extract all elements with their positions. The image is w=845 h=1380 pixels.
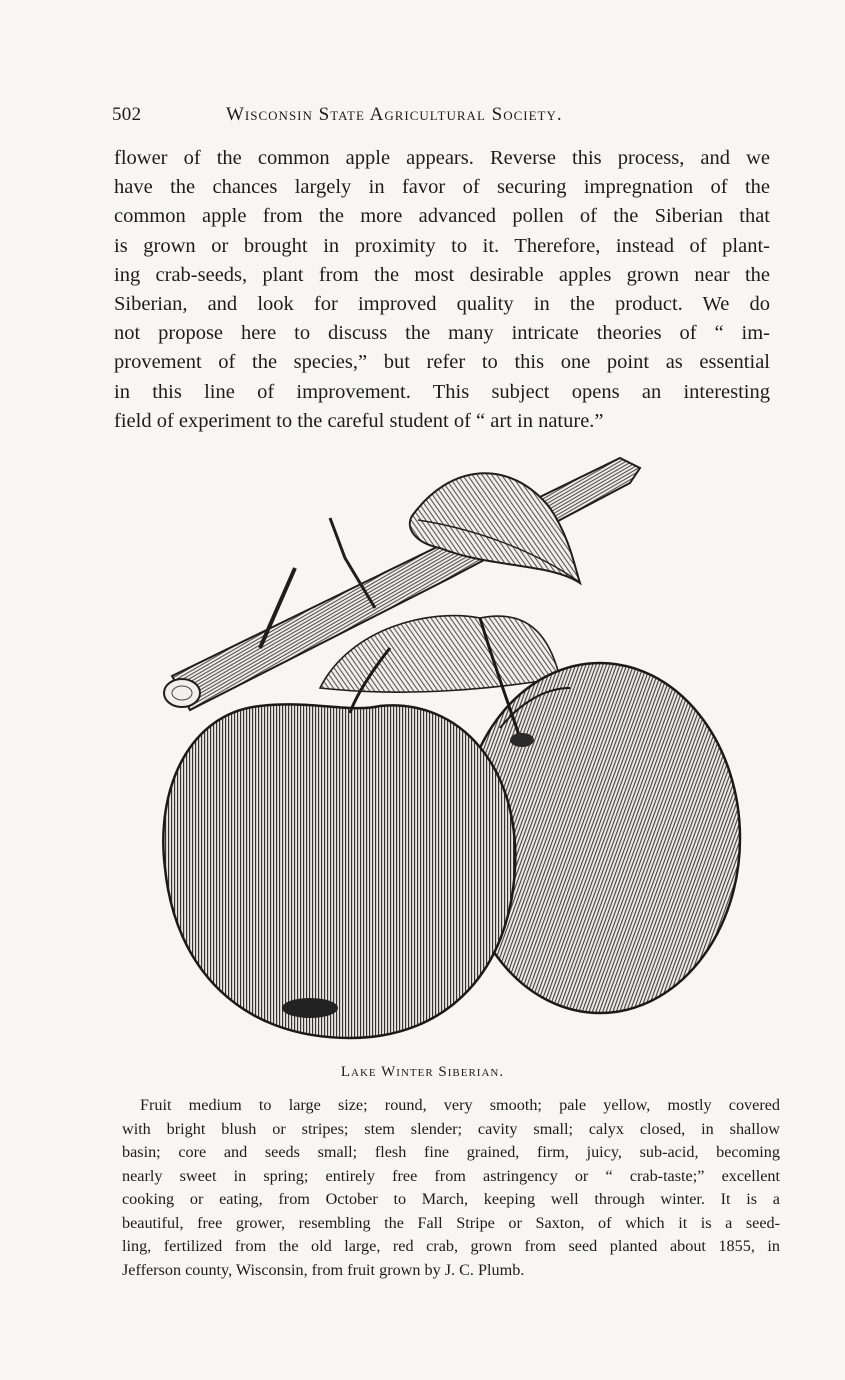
description-line: Jefferson county, Wisconsin, from fruit grown by J. C. Plumb. xyxy=(122,1260,525,1279)
description-line: beautiful, free grower, resembling the Fall Stripe or Saxton, of which it is a seed- xyxy=(122,1213,780,1232)
description-line: with bright blush or stripes; stem slender; cavity small; calyx closed, in shallow xyxy=(122,1119,780,1138)
figure-caption: Lake Winter Siberian. xyxy=(340,1064,505,1080)
body-line: common apple from the more advanced pollen of the Siberian that xyxy=(114,205,770,228)
description-line: ling, fertilized from the old large, red crab, grown from seed planted about 1855, in xyxy=(122,1237,780,1255)
body-paragraph xyxy=(114,144,770,436)
description-line: cooking or eating, from October to March, keeping well through winter. It is a xyxy=(122,1190,780,1208)
description-line: Fruit medium to large size; round, very smooth; pale yellow, mostly covered xyxy=(140,1096,780,1114)
running-head xyxy=(112,104,652,134)
body-line: Siberian, and look for improved quality in the product. We do xyxy=(114,292,770,315)
body-line: is grown or brought in proximity to it. Therefore, instead of plant- xyxy=(114,234,770,257)
leaf-back xyxy=(320,616,560,693)
variety-description xyxy=(122,1094,780,1282)
body-line: provement of the species,” but refer to this one point as essential xyxy=(114,351,770,374)
body-line: in this line of improvement. This subject opens an interesting xyxy=(114,380,770,403)
body-line: ing crab-seeds, plant from the most desirable apples grown near the xyxy=(114,263,770,286)
apple-engraving xyxy=(150,448,750,1048)
page-number: 502 xyxy=(112,104,142,125)
description-line: nearly sweet in spring; entirely free from astringency or “ crab-taste;” excellent xyxy=(122,1166,780,1185)
body-line: not propose here to discuss the many intricate theories of “ im- xyxy=(114,322,770,345)
apple-left xyxy=(163,648,515,1038)
body-line: field of experiment to the careful student of “ art in nature.” xyxy=(114,409,604,432)
body-line: flower of the common apple appears. Reverse this process, and we xyxy=(114,147,770,169)
body-line: have the chances largely in favor of securing impregnation of the xyxy=(114,176,770,199)
running-title: Wisconsin State Agricultural Society. xyxy=(226,104,563,125)
description-line: basin; core and seeds small; flesh fine grained, firm, juicy, sub-acid, becoming xyxy=(122,1143,780,1161)
